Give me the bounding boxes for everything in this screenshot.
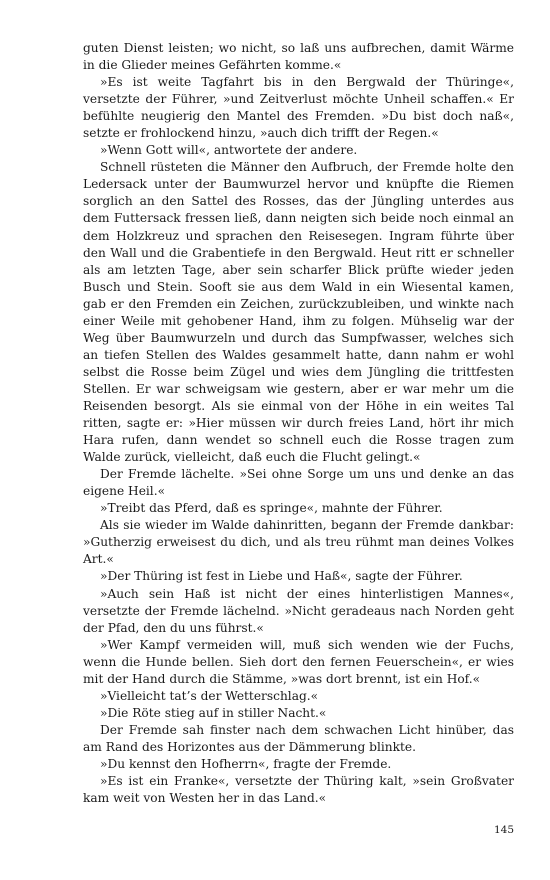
paragraph: Der Fremde sah finster nach dem schwachen Licht hinüber, das am Rand des Horizontes aus der Dämmerung blinkte.: [83, 722, 514, 754]
paragraph: »Du kennst den Hofherrn«, fragte der Fremde.: [100, 756, 392, 771]
paragraph: »Die Röte stieg auf in stiller Nacht.«: [100, 705, 327, 720]
paragraph: »Es ist weite Tagfahrt bis in den Bergwald der Thüringe«, versetzte der Führer, »und Zeitverlust möchte Unheil schaffen.« Er befühlte neugierig den Mantel des Fremden. »Du bist doch naß«, setzte er frohlockend hinzu, »auch dich trifft der Regen.«: [83, 75, 514, 141]
book-page-text: [83, 40, 514, 807]
paragraph: »Treibt das Pferd, daß es springe«, mahnte der Führer.: [100, 501, 443, 516]
paragraph: Als sie wieder im Walde dahinritten, begann der Fremde dankbar: »Gutherzig erweisest du dich, und als treu rühmt man deines Volkes Art.«: [83, 518, 514, 567]
paragraph: »Wenn Gott will«, antwortete der andere.: [100, 143, 358, 158]
paragraph: »Vielleicht tat’s der Wetterschlag.«: [100, 688, 319, 703]
paragraph: Schnell rüsteten die Männer den Aufbruch, der Fremde holte den Ledersack unter der Baumwurzel hervor und knüpfte die Riemen sorglich an den Sattel des Rosses, das der Jüngling unterdes aus dem Futtersack fressen ließ, dann neigten sich beide noch einmal an dem Holzkreuz und sprachen den Reisesegen. Ingram führte über den Wall und die Grabentiefe in den Bergwald. Heut ritt er schneller als am letzten Tage, aber sein scharfer Blick prüfte wieder jeden Busch und Stein. Sooft sie aus dem Wald in ein Wiesental kamen, gab er den Fremden ein Zeichen, zurückzubleiben, und winkte nach einer Weile mit gehobener Hand, ihm zu folgen. Mühselig war der Weg über Baumwurzeln und durch das Sumpfwasser, welches sich an tiefen Stellen des Waldes gesammelt hatte, dann nahm er wohl selbst die Rosse beim Zügel und wies dem Jüngling die trittfesten Stellen. Er war schweigsam wie gestern, aber er war mehr um die Reisenden besorgt. Als sie einmal von der Höhe in ein weites Tal ritten, sagte er: »Hier müssen wir durch freies Land, hört ihr mich Hara rufen, dann wendet so schnell euch die Rosse tragen zum Walde zurück, vielleicht, daß euch die Flucht gelingt.«: [83, 160, 514, 465]
paragraph: Der Fremde lächelte. »Sei ohne Sorge um uns und denke an das eigene Heil.«: [83, 467, 514, 499]
paragraph: »Es ist ein Franke«, versetzte der Thüring kalt, »sein Großvater kam weit von Westen her in das Land.«: [83, 774, 514, 806]
page-number: 145: [493, 824, 514, 836]
paragraph: »Der Thüring ist fest in Liebe und Haß«, sagte der Führer.: [100, 569, 463, 584]
paragraph: guten Dienst leisten; wo nicht, so laß uns aufbrechen, damit Wärme in die Glieder meines Gefährten komme.«: [83, 41, 514, 73]
paragraph: »Auch sein Haß ist nicht der eines hinterlistigen Mannes«, versetzte der Fremde lächelnd. »Nicht geradeaus nach Norden geht der Pfad, den du uns führst.«: [83, 586, 514, 635]
paragraph: »Wer Kampf vermeiden will, muß sich wenden wie der Fuchs, wenn die Hunde bellen. Sieh dort den fernen Feuerschein«, er wies mit der Hand durch die Stämme, »was dort brennt, ist ein Hof.«: [83, 637, 514, 686]
